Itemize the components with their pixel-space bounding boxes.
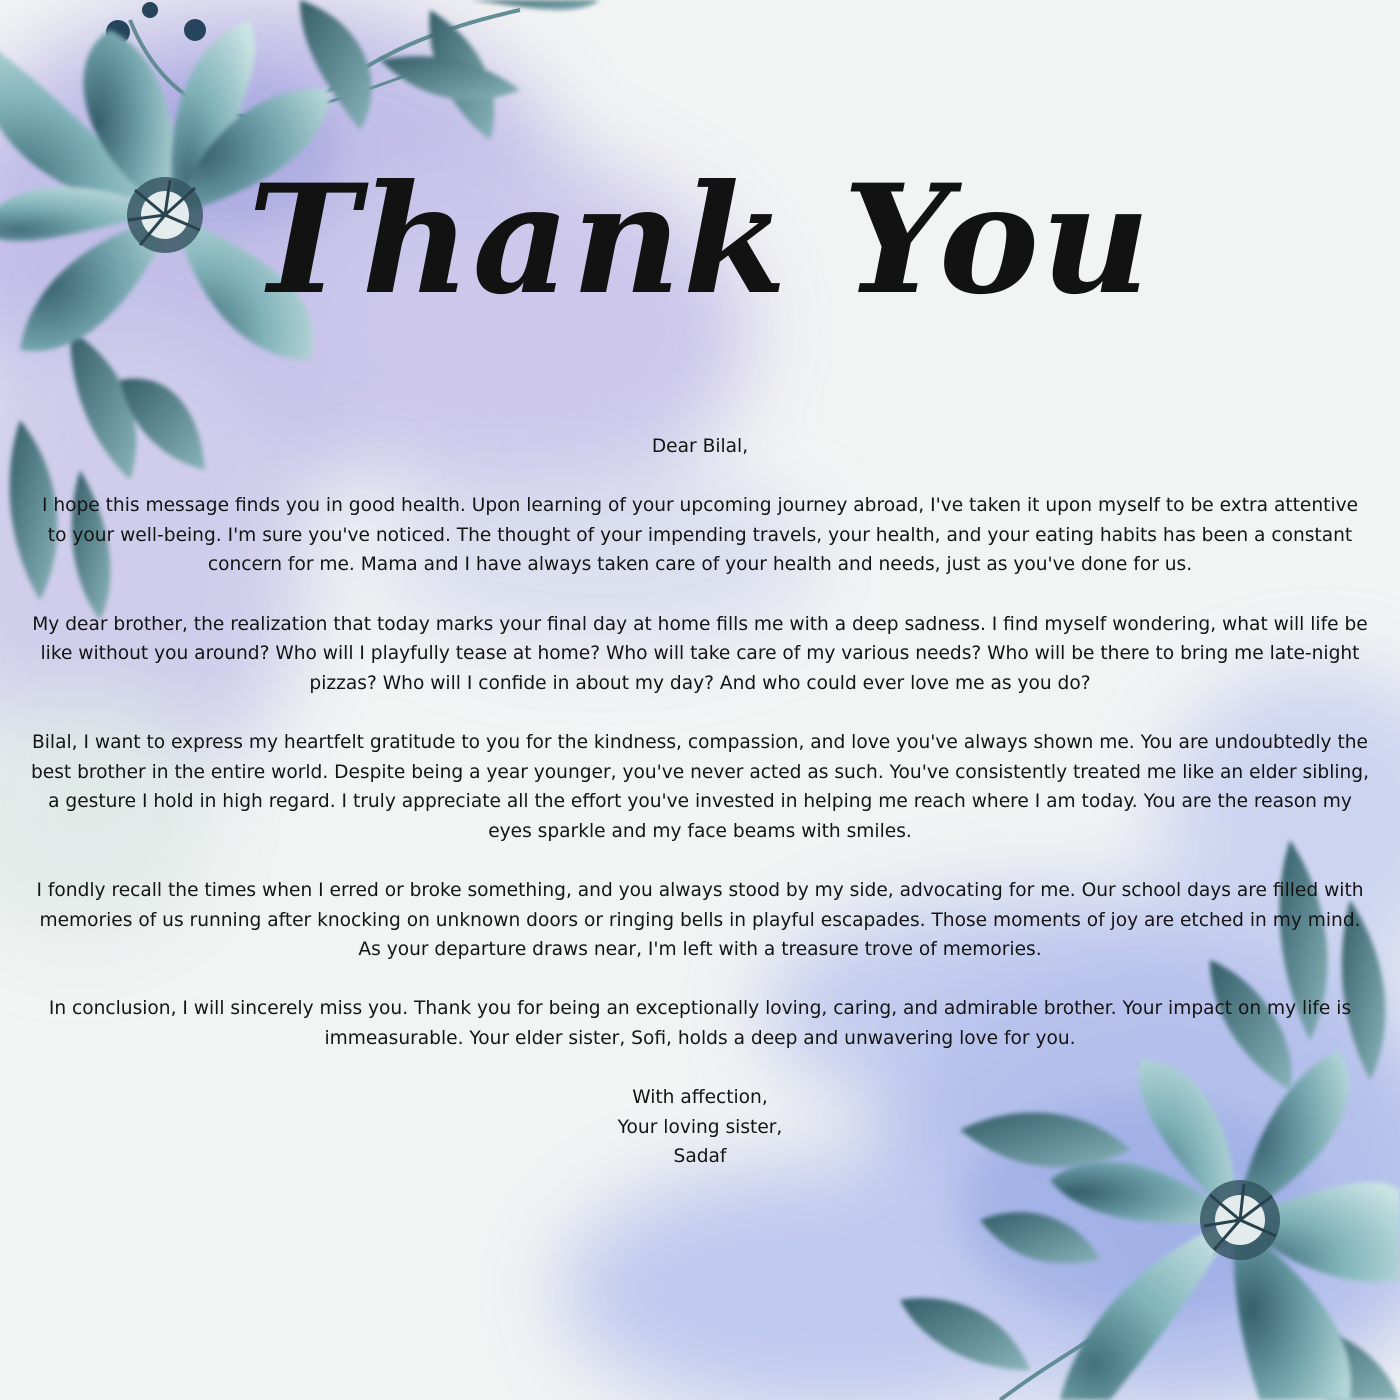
letter-paragraph: I fondly recall the times when I erred or broke something, and you always stood by my side, advocating for me. Our school days are filled with memories of us running after knocking on unknown doors or ringing bells in playful escapades. Those moments of joy are etched in my mind. As your departure draws near, I'm left with a treasure trove of memories. — [36, 879, 1364, 961]
greeting: Dear Bilal, — [651, 436, 749, 457]
letter-body — [30, 432, 1370, 1172]
letter-paragraph: Bilal, I want to express my heartfelt gratitude to you for the kindness, compassion, and love you've always shown me. You are undoubtedly the best brother in the entire world. Despite being a year younger, you've never acted as such. You've consistently treated me like an elder sibling, a gesture I hold in high regard. I truly appreciate all the effort you've invested in helping me reach where I am today. You are the reason my eyes sparkle and my face beams with smiles. — [30, 731, 1370, 842]
letter-paragraph: My dear brother, the realization that today marks your final day at home fills me with a deep sadness. I find myself wondering, what will life be like without you around? Who will I playfully tease at home? Who will take care of my various needs? Who will be there to bring me late-night pizzas? Who will I confide in about my day? And who could ever love me as you do? — [32, 613, 1368, 694]
letter-paragraph: In conclusion, I will sincerely miss you. Thank you for being an exceptionally loving, caring, and admirable brother. Your impact on my life is immeasurable. Your elder sister, Sofi, holds a deep and unwavering love for you. — [48, 998, 1352, 1049]
letter-paragraph: I hope this message finds you in good health. Upon learning of your upcoming journey abroad, I've taken it upon myself to be extra attentive to your well-being. I'm sure you've noticed. The thought of your impending travels, your health, and your eating habits has been a constant concern for me. Mama and I have always taken care of your health and needs, just as you've done for us. — [41, 495, 1359, 576]
card-title: Thank You — [247, 152, 1153, 328]
closing-block — [30, 1083, 1370, 1172]
closing-line: With affection, — [632, 1087, 768, 1109]
signature: Sadaf — [673, 1146, 727, 1168]
signoff-line: Your loving sister, — [617, 1116, 783, 1138]
